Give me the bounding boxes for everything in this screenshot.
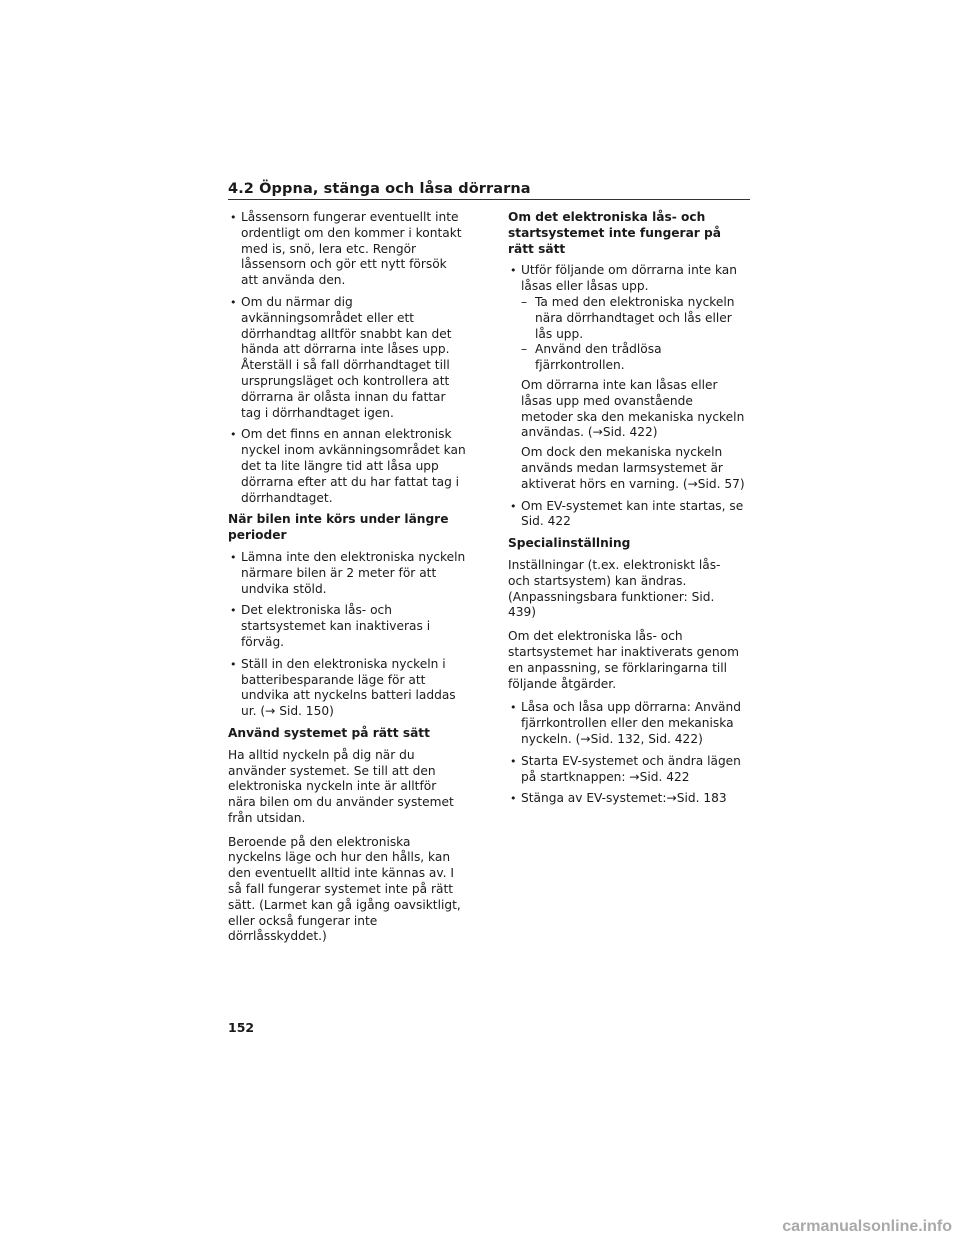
list-item: • Ställ in den elektroniska nyckeln i batteribesparande läge för att undvika att nyckelns batteri laddas ur. (→ Sid. 150) bbox=[228, 657, 466, 720]
heading-special-setting: Specialinställning bbox=[508, 536, 631, 551]
list-item: • Starta EV-systemet och ändra lägen på startknappen: →Sid. 422 bbox=[508, 754, 746, 786]
bullet-list-actions bbox=[508, 700, 746, 807]
watermark: carmanualsonline.info bbox=[782, 1218, 952, 1235]
list-item: • Om du närmar dig avkänningsområdet eller ett dörrhandtag alltför snabbt kan det hända att dörrarna inte låses upp. Återställ i så fall dörrhandtaget till ursprungsläget och kontrollera att dörrarna är olåsta innan du fattar tag i dörrhandtaget igen. bbox=[228, 295, 466, 421]
bullet-list-long-periods bbox=[228, 550, 466, 720]
list-item: • Om EV-systemet kan inte startas, se Sid. 422 bbox=[508, 499, 746, 531]
list-item: • Lämna inte den elektroniska nyckeln närmare bilen är 2 meter för att undvika stöld. bbox=[228, 550, 466, 597]
list-item: • Stänga av EV-systemet:→Sid. 183 bbox=[508, 791, 746, 807]
list-item: • Det elektroniska lås- och startsystemet kan inaktiveras i förväg. bbox=[228, 603, 466, 650]
list-item bbox=[508, 263, 746, 492]
list-item: • Om det finns en annan elektronisk nyckel inom avkänningsområdet kan det ta lite längre tid att låsa upp dörrarna efter att du har fattat tag i dörrhandtaget. bbox=[228, 427, 466, 506]
paragraph: Om det elektroniska lås- och startsystemet har inaktiverats genom en anpassning, se förklaringarna till följande åtgärder. bbox=[508, 629, 739, 691]
left-column bbox=[228, 210, 466, 953]
paragraph: Beroende på den elektroniska nyckelns läge och hur den hålls, kan den eventuellt alltid inte kännas av. I så fall fungerar systemet inte på rätt sätt. (Larmet kan gå igång oavsiktligt, eller också fungerar inte dörrlåsskyddet.) bbox=[228, 834, 461, 944]
section-header bbox=[228, 178, 750, 200]
list-item-intro: • Utför följande om dörrarna inte kan låsas eller låsas upp. bbox=[521, 263, 737, 294]
list-item: • Låssensorn fungerar eventuellt inte ordentligt om den kommer i kontakt med is, snö, lera etc. Rengör låssensorn och gör ett nytt försök att använda den. bbox=[228, 210, 466, 289]
dash-item: – Ta med den elektroniska nyckeln nära dörrhandtaget och lås eller lås upp. bbox=[521, 295, 746, 342]
heading-use-correctly: Använd systemet på rätt sätt bbox=[228, 725, 430, 740]
page-number: 152 bbox=[228, 1020, 255, 1035]
dash-item: – Använd den trådlösa fjärrkontrollen. bbox=[521, 342, 746, 374]
list-item-subparagraph: Om dock den mekaniska nyckeln används medan larmsystemet är aktiverat hörs en varning. (→Sid. 57) bbox=[521, 445, 745, 491]
paragraph: Ha alltid nyckeln på dig när du använder systemet. Se till att den elektroniska nyckeln inte är alltför nära bilen om du använder systemet från utsidan. bbox=[228, 747, 454, 825]
section-title: 4.2 Öppna, stänga och låsa dörrarna bbox=[228, 181, 531, 197]
right-column bbox=[508, 210, 746, 813]
heading-long-periods: När bilen inte körs under längre perioder bbox=[228, 512, 449, 543]
heading-malfunction: Om det elektroniska lås- och startsystemet inte fungerar på rätt sätt bbox=[508, 210, 721, 256]
bullet-list-sensor bbox=[228, 210, 466, 506]
list-item-subparagraph: Om dörrarna inte kan låsas eller låsas upp med ovanstående metoder ska den mekaniska nyckeln användas. (→Sid. 422) bbox=[521, 377, 745, 440]
dash-list bbox=[521, 295, 746, 374]
paragraph: Inställningar (t.ex. elektroniskt lås- och startsystem) kan ändras. (Anpassningsbara funktioner: Sid. 439) bbox=[508, 557, 721, 620]
bullet-list-malfunction bbox=[508, 263, 746, 530]
list-item: • Låsa och låsa upp dörrarna: Använd fjärrkontrollen eller den mekaniska nyckeln. (→Sid. 132, Sid. 422) bbox=[508, 700, 746, 747]
